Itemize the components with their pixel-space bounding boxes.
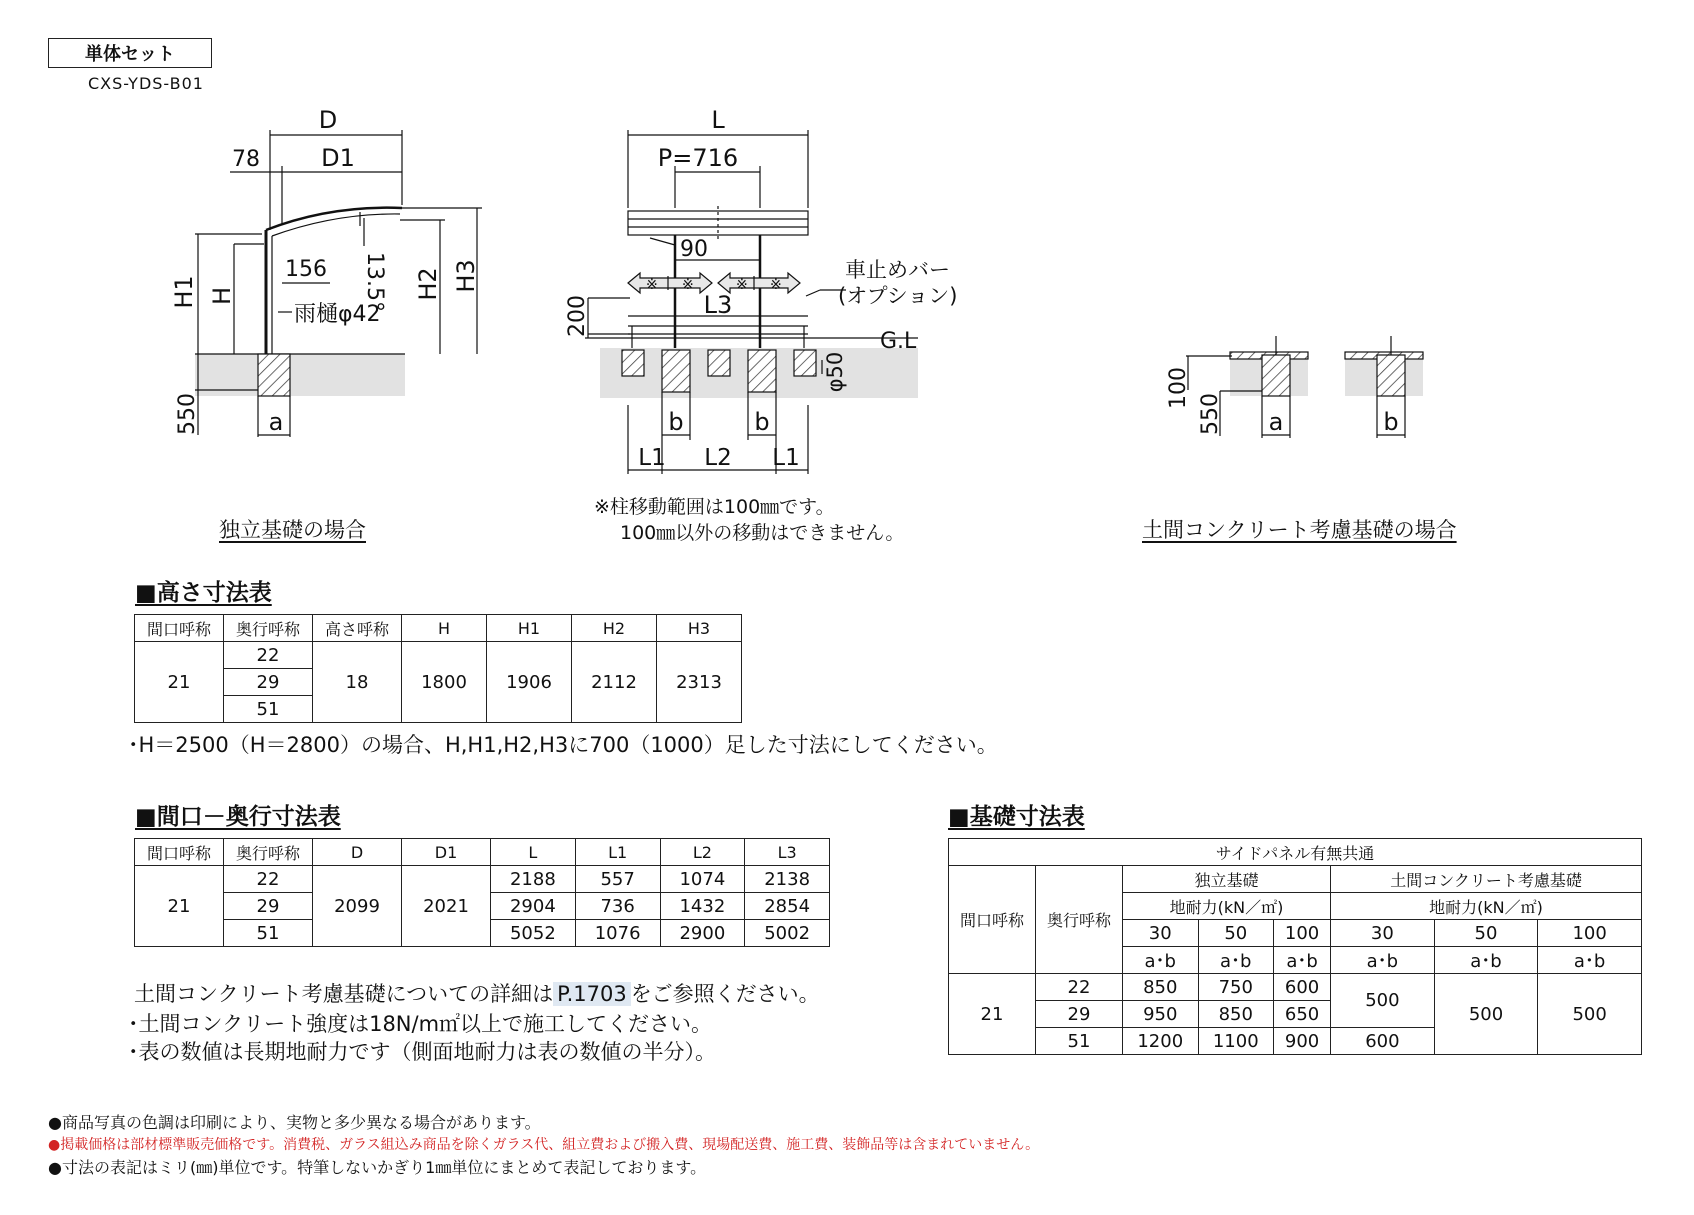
dim-b-left: b bbox=[668, 408, 684, 436]
th-depth: 奥行呼称 bbox=[224, 839, 313, 866]
cell-h1: 1906 bbox=[487, 642, 572, 723]
dim-b-right: b bbox=[754, 408, 770, 436]
cell-slab-50: 500 bbox=[1434, 974, 1538, 1055]
dim-550: 550 bbox=[175, 393, 200, 435]
cell-l3: 2138 bbox=[745, 866, 830, 893]
dim-pitch: P=716 bbox=[657, 144, 739, 172]
slab-note-suffix: をご参照ください。 bbox=[630, 982, 820, 1006]
foundation-table bbox=[948, 838, 1642, 1055]
cell-ind-50: 850 bbox=[1198, 1001, 1274, 1028]
cell-frontage: 21 bbox=[135, 642, 224, 723]
cell-ind-50: 1100 bbox=[1198, 1028, 1274, 1055]
concrete-strength-note: ･土間コンクリート強度は18N/m㎡以上で施工してください。 bbox=[128, 1012, 713, 1036]
dim-h: H bbox=[208, 286, 236, 306]
cell-depth: 51 bbox=[1036, 1028, 1123, 1055]
dim-table-title: ■間口－奥行寸法表 bbox=[135, 804, 341, 830]
th-h1: H1 bbox=[487, 615, 572, 642]
cell-l3: 5002 bbox=[745, 920, 830, 947]
dim-b-slab: b bbox=[1383, 408, 1399, 436]
cell-depth: 22 bbox=[224, 642, 313, 669]
th-level: 50 bbox=[1198, 920, 1274, 947]
th-ab: a･b bbox=[1434, 947, 1538, 974]
height-table-title: ■高さ寸法表 bbox=[135, 580, 272, 606]
common-header: サイドパネル有無共通 bbox=[949, 839, 1642, 866]
cell-l3: 2854 bbox=[745, 893, 830, 920]
dim-156: 156 bbox=[285, 257, 327, 282]
cell-frontage: 21 bbox=[949, 974, 1036, 1055]
th-ab: a･b bbox=[1198, 947, 1274, 974]
dim-550-slab: 550 bbox=[1198, 393, 1223, 435]
cell-ind-100: 650 bbox=[1274, 1001, 1331, 1028]
cell-ind-30: 1200 bbox=[1123, 1028, 1199, 1055]
ground-level-label: G.L bbox=[880, 329, 917, 354]
car-stop-bar-label: 車止めバー bbox=[845, 258, 950, 282]
cell-slab-30: 600 bbox=[1331, 1028, 1435, 1055]
th-frontage: 間口呼称 bbox=[135, 615, 224, 642]
cell-depth: 51 bbox=[224, 920, 313, 947]
dim-200: 200 bbox=[565, 295, 590, 337]
cell-h: 1800 bbox=[402, 642, 487, 723]
car-stop-option-label: (オプション) bbox=[838, 284, 958, 308]
th-frontage: 間口呼称 bbox=[135, 839, 224, 866]
slab-note-text: 土間コンクリート考慮基礎についての詳細は bbox=[134, 982, 554, 1006]
th-depth: 奥行呼称 bbox=[1036, 866, 1123, 974]
cell-l2: 1432 bbox=[660, 893, 745, 920]
th-level: 30 bbox=[1331, 920, 1435, 947]
th-independent: 独立基礎 bbox=[1123, 866, 1331, 893]
th-frontage: 間口呼称 bbox=[949, 866, 1036, 974]
dimension-table bbox=[134, 838, 830, 947]
dim-d1: D1 bbox=[321, 144, 355, 172]
th-h: H bbox=[402, 615, 487, 642]
cell-l1: 736 bbox=[575, 893, 660, 920]
dim-l2: L2 bbox=[704, 445, 732, 471]
dim-h2: H2 bbox=[414, 267, 442, 301]
dim-h3: H3 bbox=[452, 259, 480, 293]
th-ab: a･b bbox=[1123, 947, 1199, 974]
move-mark-1: ※ bbox=[646, 277, 658, 293]
cell-ind-30: 850 bbox=[1123, 974, 1199, 1001]
move-mark-2: ※ bbox=[682, 277, 694, 293]
page-reference-link[interactable]: P.1703 bbox=[553, 982, 631, 1006]
move-note-2: 100㎜以外の移動はできません。 bbox=[620, 522, 905, 544]
dim-angle: 13.5° bbox=[362, 252, 387, 312]
th-bearing-slab: 地耐力(kN／㎡) bbox=[1331, 893, 1642, 920]
dim-a: a bbox=[268, 408, 284, 436]
cell-depth: 29 bbox=[1036, 1001, 1123, 1028]
th-ab: a･b bbox=[1538, 947, 1642, 974]
dim-a-slab: a bbox=[1268, 408, 1284, 436]
carport-diagrams bbox=[0, 0, 1694, 560]
move-note-1: ※柱移動範囲は100㎜です。 bbox=[594, 496, 835, 518]
th-level: 30 bbox=[1123, 920, 1199, 947]
cell-l: 2904 bbox=[491, 893, 576, 920]
cell-depth: 29 bbox=[224, 669, 313, 696]
th-l1: L1 bbox=[575, 839, 660, 866]
dim-h1: H1 bbox=[170, 275, 198, 309]
th-ab: a･b bbox=[1331, 947, 1435, 974]
th-l2: L2 bbox=[660, 839, 745, 866]
th-height-name: 高さ呼称 bbox=[313, 615, 402, 642]
cell-h3: 2313 bbox=[657, 642, 742, 723]
cell-depth: 22 bbox=[224, 866, 313, 893]
dim-l3: L3 bbox=[703, 291, 733, 319]
th-level: 50 bbox=[1434, 920, 1538, 947]
footer-note-price: ●掲載価格は部材標準販売価格です。消費税、ガラス組込み商品を除くガラス代、組立費および搬入費、現場配送費、施工費、装飾品等は含まれていません。 bbox=[48, 1137, 1040, 1153]
cell-l: 2188 bbox=[491, 866, 576, 893]
cell-ind-30: 950 bbox=[1123, 1001, 1199, 1028]
cell-depth: 22 bbox=[1036, 974, 1123, 1001]
cell-ind-50: 750 bbox=[1198, 974, 1274, 1001]
footer-note-color: ●商品写真の色調は印刷により、実物と多少異なる場合があります。 bbox=[48, 1113, 541, 1132]
cell-frontage: 21 bbox=[135, 866, 224, 947]
cell-l2: 2900 bbox=[660, 920, 745, 947]
th-slab: 土間コンクリート考慮基礎 bbox=[1331, 866, 1642, 893]
cell-l2: 1074 bbox=[660, 866, 745, 893]
caption-independent: 独立基礎の場合 bbox=[219, 518, 366, 542]
cell-depth: 51 bbox=[224, 696, 313, 723]
th-h2: H2 bbox=[572, 615, 657, 642]
cell-ind-100: 600 bbox=[1274, 974, 1331, 1001]
dim-l1-left: L1 bbox=[638, 445, 666, 471]
caption-slab: 土間コンクリート考慮基礎の場合 bbox=[1142, 518, 1457, 542]
move-mark-3: ※ bbox=[736, 277, 748, 293]
th-l3: L3 bbox=[745, 839, 830, 866]
th-h3: H3 bbox=[657, 615, 742, 642]
th-level: 100 bbox=[1274, 920, 1331, 947]
cell-l1: 557 bbox=[575, 866, 660, 893]
cell-d1: 2021 bbox=[402, 866, 491, 947]
dim-100: 100 bbox=[1166, 367, 1191, 409]
cell-depth: 29 bbox=[224, 893, 313, 920]
height-note: ･H＝2500（H＝2800）の場合、H,H1,H2,H3に700（1000）足した寸法にしてください。 bbox=[128, 733, 998, 757]
footer-note-units: ●寸法の表記はミリ(㎜)単位です。特筆しないかぎり1㎜単位にまとめて表記しております。 bbox=[48, 1158, 707, 1177]
dim-90: 90 bbox=[680, 237, 708, 262]
cell-height-name: 18 bbox=[313, 642, 402, 723]
foundation-table-title: ■基礎寸法表 bbox=[948, 804, 1085, 830]
bearing-note: ･表の数値は長期地耐力です（側面地耐力は表の数値の半分）。 bbox=[128, 1040, 716, 1064]
cell-slab-30: 500 bbox=[1331, 974, 1435, 1028]
height-table bbox=[134, 614, 742, 723]
dim-phi50: φ50 bbox=[823, 351, 847, 393]
th-d: D bbox=[313, 839, 402, 866]
th-bearing-independent: 地耐力(kN／㎡) bbox=[1123, 893, 1331, 920]
th-depth: 奥行呼称 bbox=[224, 615, 313, 642]
dim-l: L bbox=[711, 106, 725, 134]
th-l: L bbox=[491, 839, 576, 866]
slab-detail-note bbox=[134, 978, 820, 1008]
cell-slab-100: 500 bbox=[1538, 974, 1642, 1055]
set-label: 単体セット bbox=[48, 38, 212, 68]
cell-l: 5052 bbox=[491, 920, 576, 947]
th-ab: a･b bbox=[1274, 947, 1331, 974]
cell-l1: 1076 bbox=[575, 920, 660, 947]
model-code: CXS-YDS-B01 bbox=[88, 74, 204, 93]
cell-d: 2099 bbox=[313, 866, 402, 947]
dim-d: D bbox=[318, 106, 338, 134]
dim-l1-right: L1 bbox=[772, 445, 800, 471]
dim-78: 78 bbox=[232, 147, 260, 172]
th-level: 100 bbox=[1538, 920, 1642, 947]
cell-ind-100: 900 bbox=[1274, 1028, 1331, 1055]
gutter-label: 雨樋φ42 bbox=[294, 302, 381, 327]
move-mark-4: ※ bbox=[770, 277, 782, 293]
cell-h2: 2112 bbox=[572, 642, 657, 723]
th-d1: D1 bbox=[402, 839, 491, 866]
